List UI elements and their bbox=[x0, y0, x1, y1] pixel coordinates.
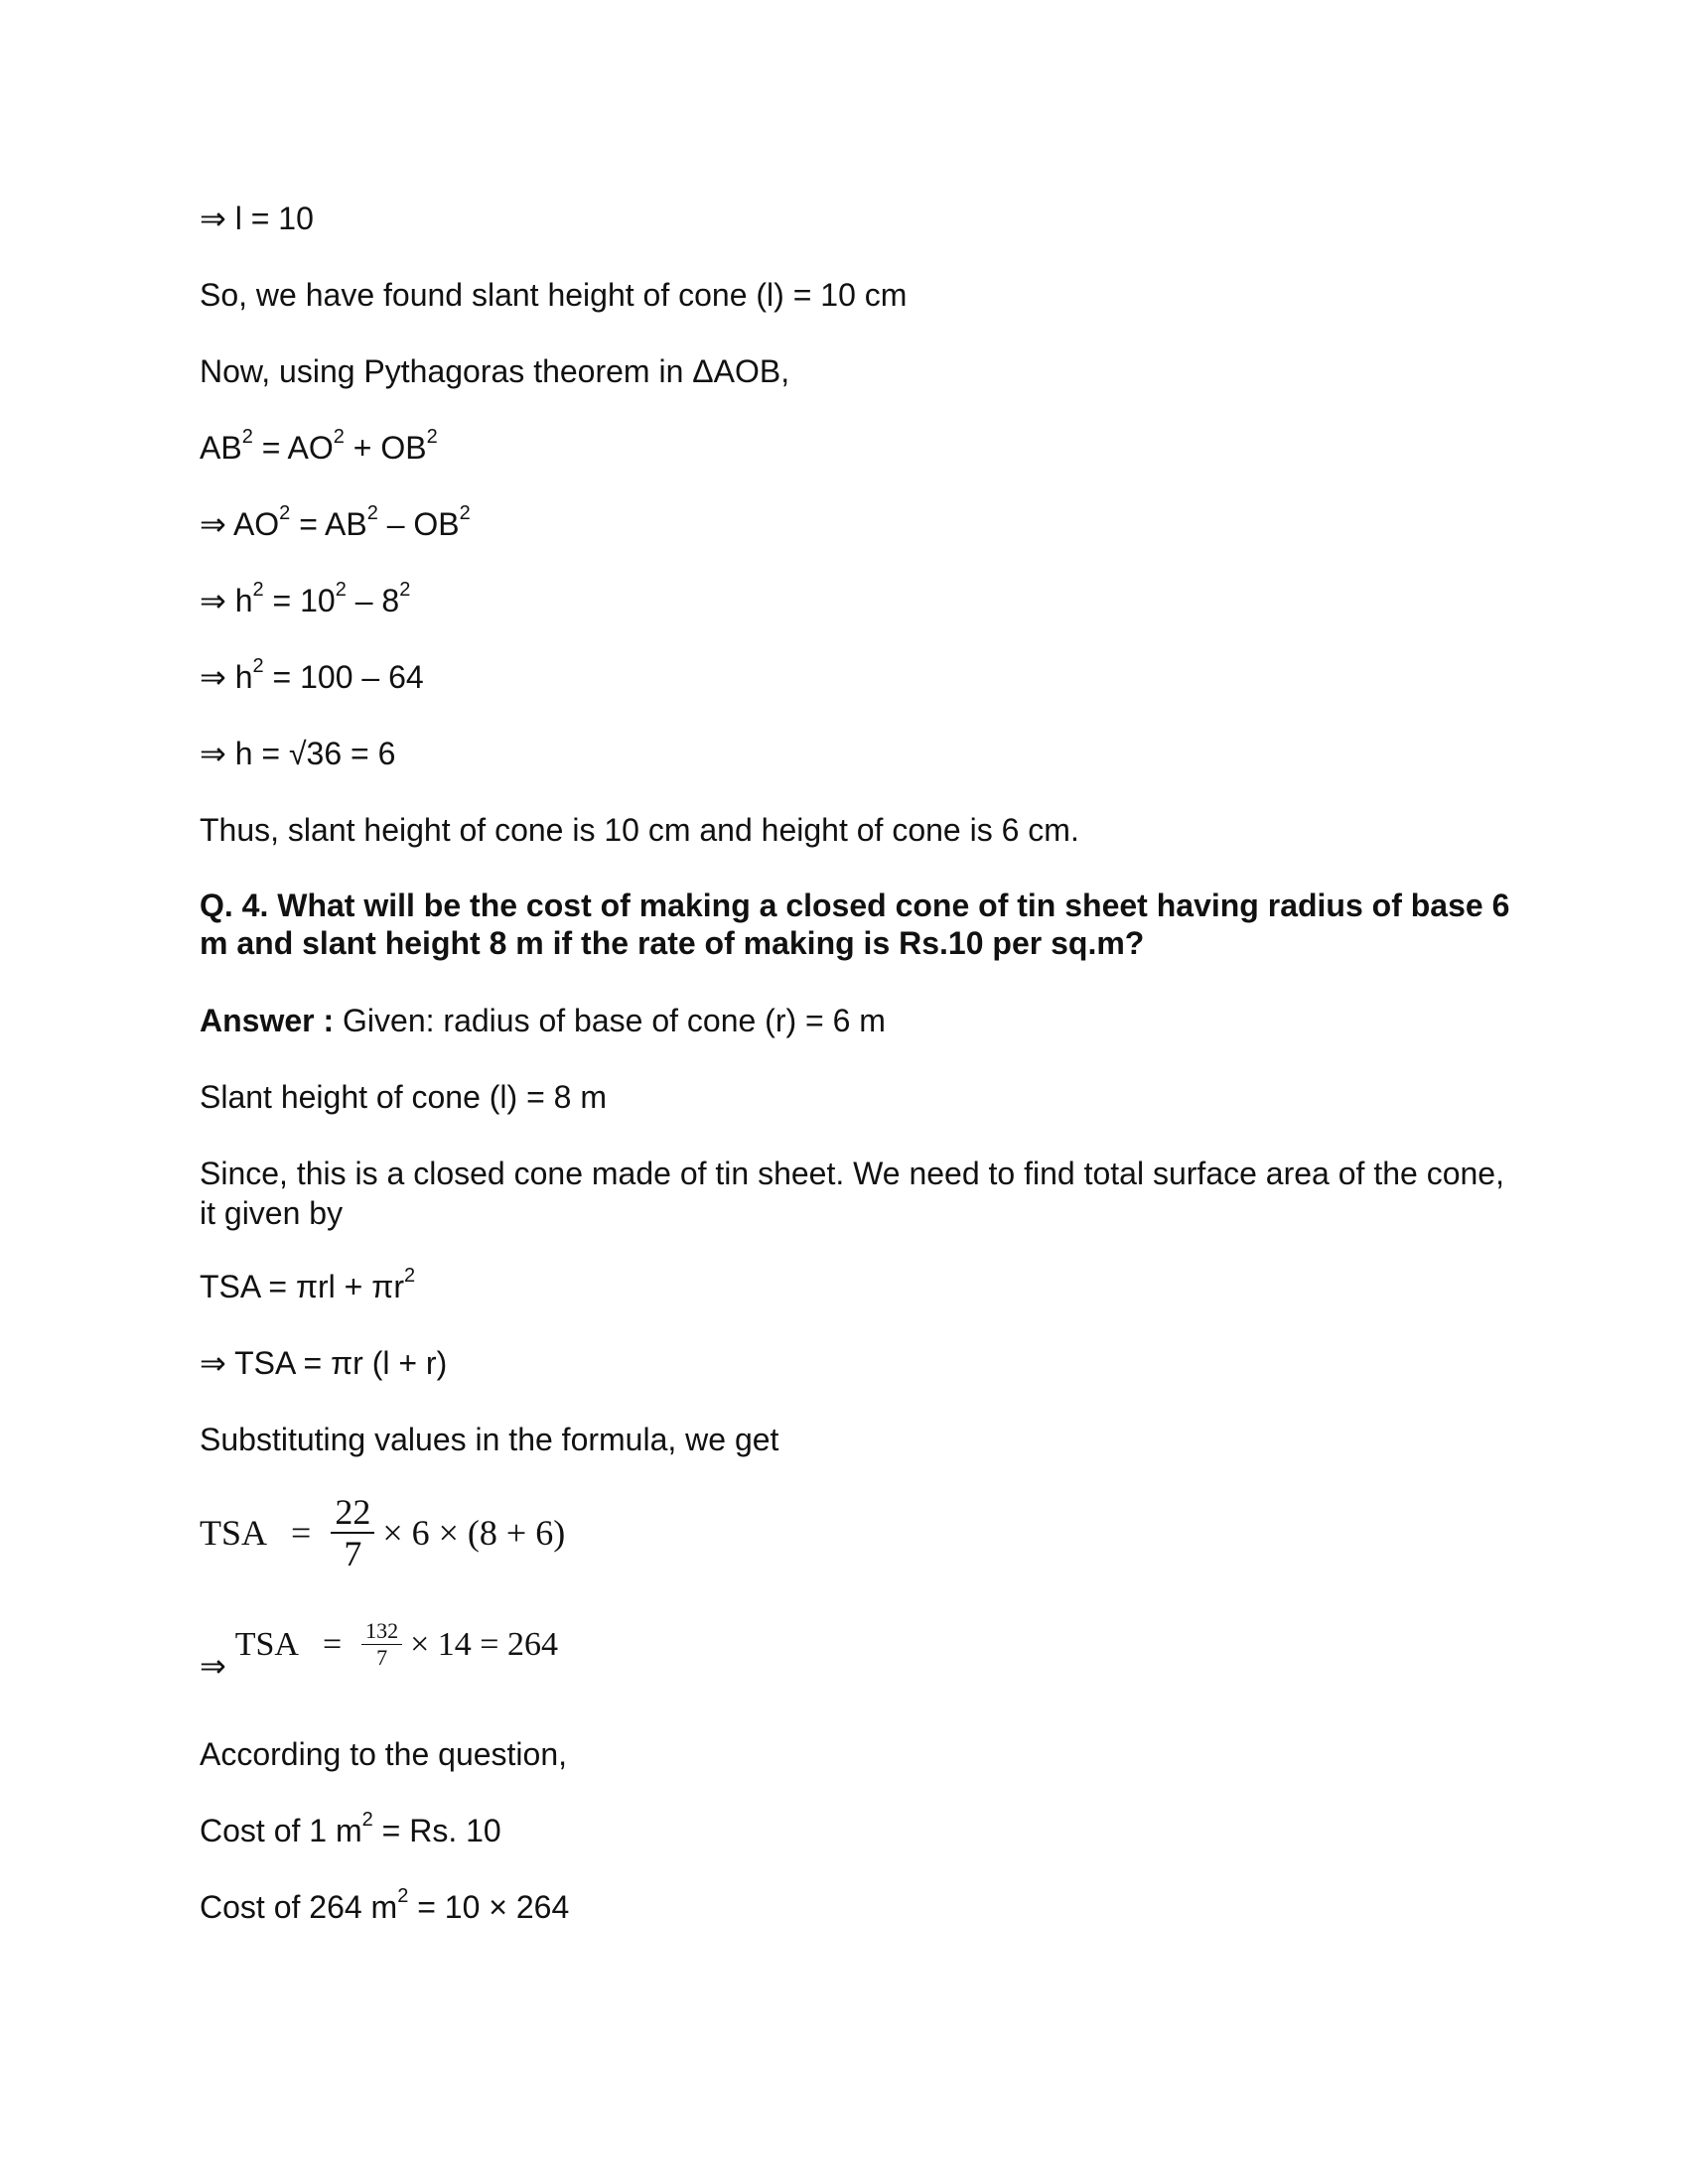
text-paragraph: Since, this is a closed cone made of tin sheet. We need to find total surface area of the cone, it given by bbox=[200, 1156, 1504, 1231]
equation-line: ⇒ h = √36 = 6 bbox=[200, 736, 396, 771]
equation-line: ⇒ $h^2 = 10^2 - 8^2$ bbox=[200, 579, 411, 618]
answer-label: Answer : bbox=[200, 1003, 335, 1038]
equation-line: TSA = $\pi rl + \pi r^2$ bbox=[200, 1265, 416, 1304]
equation-line: ⇒ $AO^2 = AB^2 - OB^2$ bbox=[200, 502, 471, 542]
fraction: $\frac{22}{7}$ bbox=[331, 1492, 374, 1573]
equation-line: Cost of 1 $m^2 = Rs$. 10 bbox=[200, 1809, 501, 1848]
equation-line: Cost of 264 $m^2 = 10 \times 264$ bbox=[200, 1885, 570, 1925]
text-line: Slant height of cone (l) = 8 m bbox=[200, 1079, 607, 1115]
answer-line bbox=[200, 1001, 886, 1040]
text-line: According to the question, bbox=[200, 1736, 568, 1772]
answer-text: Given: radius of base of cone (r) = 6 m bbox=[334, 1003, 886, 1038]
equation-line: ⇒ TSA = πr (l + r) bbox=[200, 1345, 448, 1381]
text-line: ⇒ l = 10 bbox=[200, 201, 314, 236]
question-heading: Q. 4. What will be the cost of making a closed cone of tin sheet having radius of base 6 m and slant height 8 m if the rate of making is Rs.10 per sq.m? bbox=[200, 887, 1510, 961]
text-line: So, we have found slant height of cone (l) = 10 cm bbox=[200, 277, 908, 313]
text-line: Thus, slant height of cone is 10 cm and height of cone is 6 cm. bbox=[200, 812, 1079, 848]
text-line: Now, using Pythagoras theorem in ΔAOB, bbox=[200, 353, 790, 389]
fraction: $\frac{132}{7}$ bbox=[361, 1618, 402, 1671]
text-line: Substituting values in the formula, we get bbox=[200, 1422, 779, 1457]
math-equation: ⇒ TSA = $\frac{132}{7}$ × 14 = 264 bbox=[200, 1618, 558, 1684]
equation-line: $AB^2 = AO^2 + OB^2$ bbox=[200, 426, 438, 466]
math-equation: TSA = $\frac{22}{7}$ × 6 × (8 + 6) bbox=[200, 1492, 566, 1573]
equation-line: ⇒ $h^2 = 100 - 64$ bbox=[200, 655, 424, 695]
